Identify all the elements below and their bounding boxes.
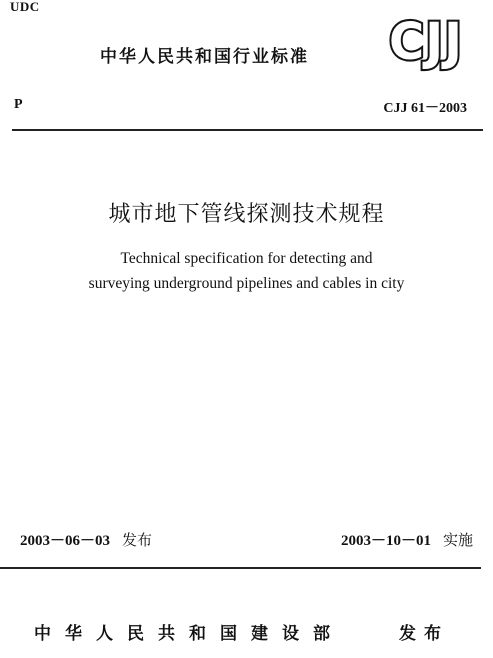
issue-date: 2003－06－03: [20, 533, 111, 549]
cjj-logo-text: CJJ: [389, 12, 463, 72]
bottom-divider: [0, 567, 481, 569]
implementation-label: 实施: [442, 531, 473, 549]
english-title-line-1: Technical specification for detecting and: [120, 250, 373, 267]
english-title-line-2: surveying underground pipelines and cables in city: [88, 275, 405, 292]
classification-code: P: [14, 97, 23, 112]
publisher-name: 中华人民共和国建设部: [34, 624, 344, 644]
standard-number: CJJ 61－2003: [383, 101, 467, 116]
cjj-logo: [374, 14, 478, 70]
document-title-english: [0, 246, 493, 296]
implementation-date-block: [341, 529, 473, 550]
issue-label: 发布: [122, 531, 153, 549]
implementation-date: 2003－10－01: [340, 533, 431, 549]
issue-date-block: [20, 529, 152, 550]
udc-label: UDC: [10, 0, 40, 14]
top-divider: [12, 129, 483, 131]
publish-label: 发布: [399, 624, 449, 644]
document-title-chinese: 城市地下管线探测技术规程: [108, 202, 385, 227]
industry-standard-heading: 中华人民共和国行业标准: [100, 47, 309, 67]
